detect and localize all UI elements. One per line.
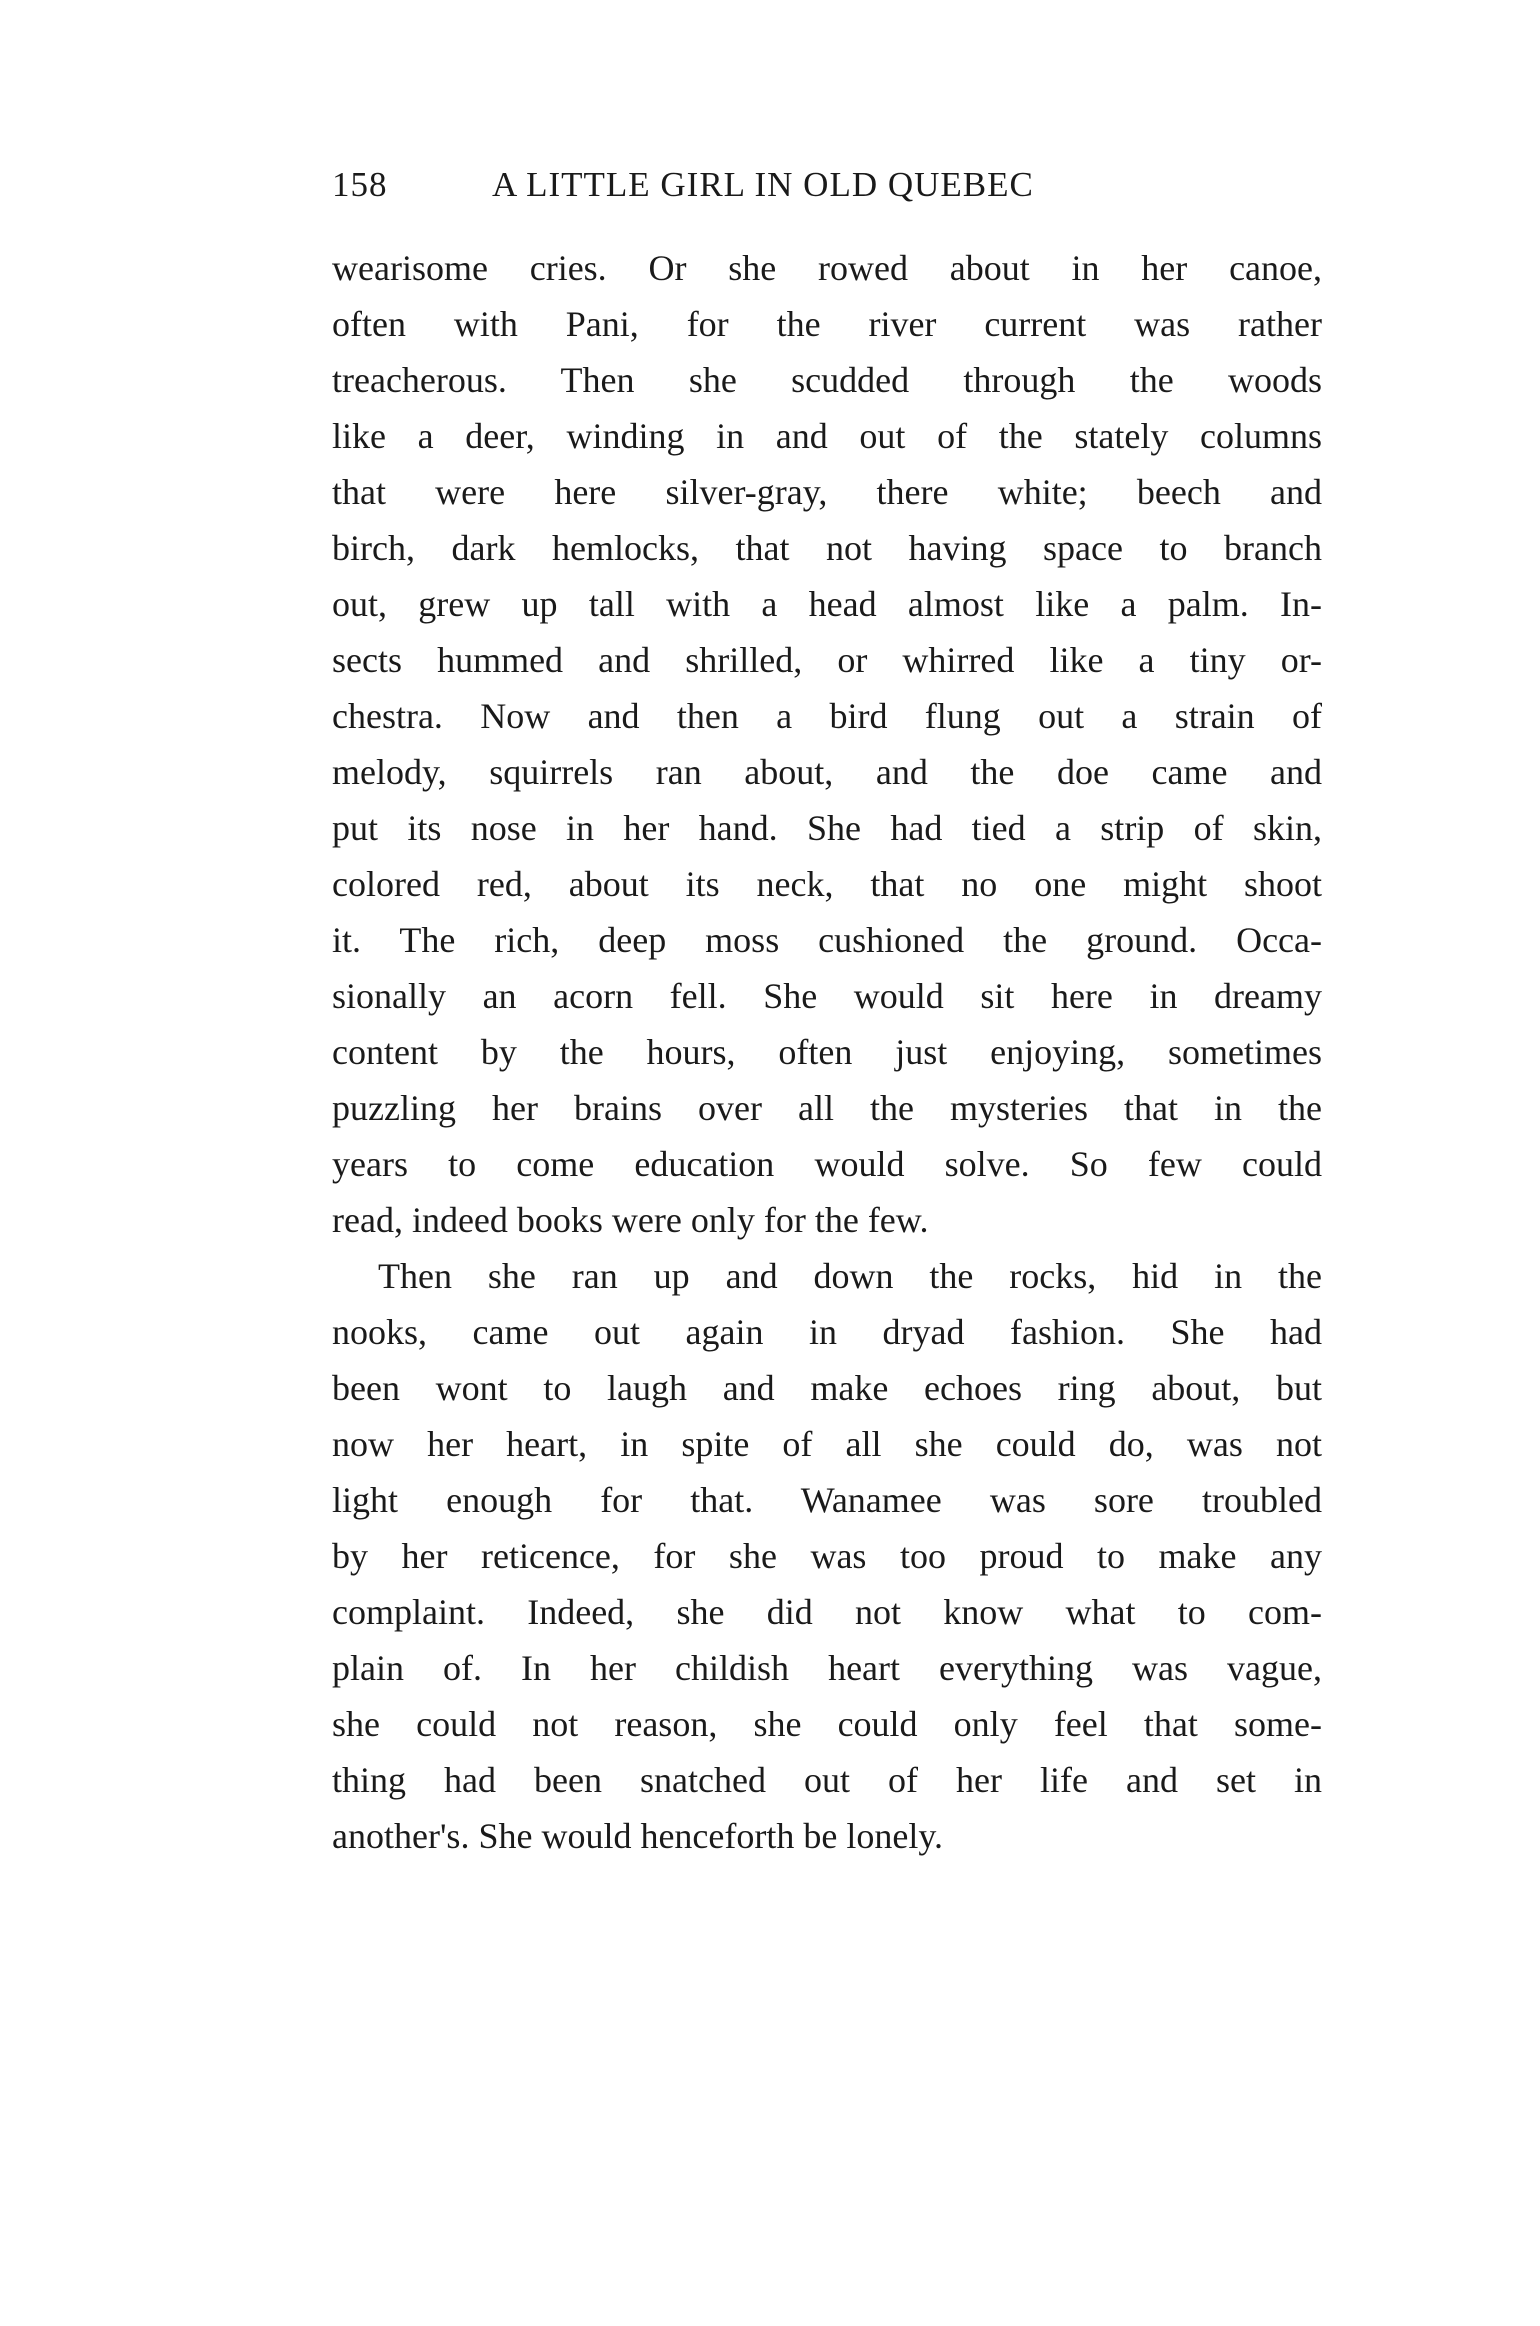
text-line: thing had been snatched out of her life and set in bbox=[332, 1760, 1322, 1800]
text-line: been wont to laugh and make echoes ring about, but bbox=[332, 1368, 1322, 1408]
text-line: nooks, came out again in dryad fashion. She had bbox=[332, 1312, 1322, 1352]
paragraph-1 bbox=[332, 240, 1322, 1248]
text-line: now her heart, in spite of all she could do, was not bbox=[332, 1424, 1322, 1464]
running-title: A LITTLE GIRL IN OLD QUEBEC bbox=[492, 165, 1034, 204]
text-line: melody, squirrels ran about, and the doe came and bbox=[332, 752, 1322, 792]
body-text bbox=[332, 240, 1322, 1864]
page-number: 158 bbox=[332, 165, 388, 204]
text-line: colored red, about its neck, that no one might shoot bbox=[332, 864, 1322, 904]
text-line: treacherous. Then she scudded through the woods bbox=[332, 360, 1322, 400]
text-line: wearisome cries. Or she rowed about in her canoe, bbox=[332, 248, 1322, 288]
text-line: years to come education would solve. So few could bbox=[332, 1144, 1322, 1184]
text-line: often with Pani, for the river current was rather bbox=[332, 304, 1322, 344]
text-line: out, grew up tall with a head almost like a palm. In- bbox=[332, 584, 1322, 624]
text-line: light enough for that. Wanamee was sore troubled bbox=[332, 1480, 1322, 1520]
text-line: plain of. In her childish heart everything was vague, bbox=[332, 1648, 1322, 1688]
text-line: she could not reason, she could only feel that some- bbox=[332, 1704, 1322, 1744]
text-line: complaint. Indeed, she did not know what to com- bbox=[332, 1592, 1322, 1632]
text-line: like a deer, winding in and out of the stately columns bbox=[332, 416, 1322, 456]
page-header bbox=[332, 165, 1322, 215]
paragraph-2 bbox=[332, 1248, 1322, 1864]
text-line: puzzling her brains over all the mysteries that in the bbox=[332, 1088, 1322, 1128]
text-line: birch, dark hemlocks, that not having space to branch bbox=[332, 528, 1322, 568]
text-line: read, indeed books were only for the few. bbox=[332, 1200, 929, 1240]
text-line: that were here silver-gray, there white; beech and bbox=[332, 472, 1322, 512]
text-line: chestra. Now and then a bird flung out a strain of bbox=[332, 696, 1322, 736]
text-line: by her reticence, for she was too proud to make any bbox=[332, 1536, 1322, 1576]
text-line: sects hummed and shrilled, or whirred like a tiny or- bbox=[332, 640, 1322, 680]
text-line: put its nose in her hand. She had tied a strip of skin, bbox=[332, 808, 1322, 848]
text-line: it. The rich, deep moss cushioned the ground. Occa- bbox=[332, 920, 1322, 960]
text-line: content by the hours, often just enjoying, sometimes bbox=[332, 1032, 1322, 1072]
text-line: Then she ran up and down the rocks, hid in the bbox=[378, 1256, 1322, 1296]
text-line: sionally an acorn fell. She would sit here in dreamy bbox=[332, 976, 1322, 1016]
text-line: another's. She would henceforth be lonely. bbox=[332, 1816, 943, 1856]
